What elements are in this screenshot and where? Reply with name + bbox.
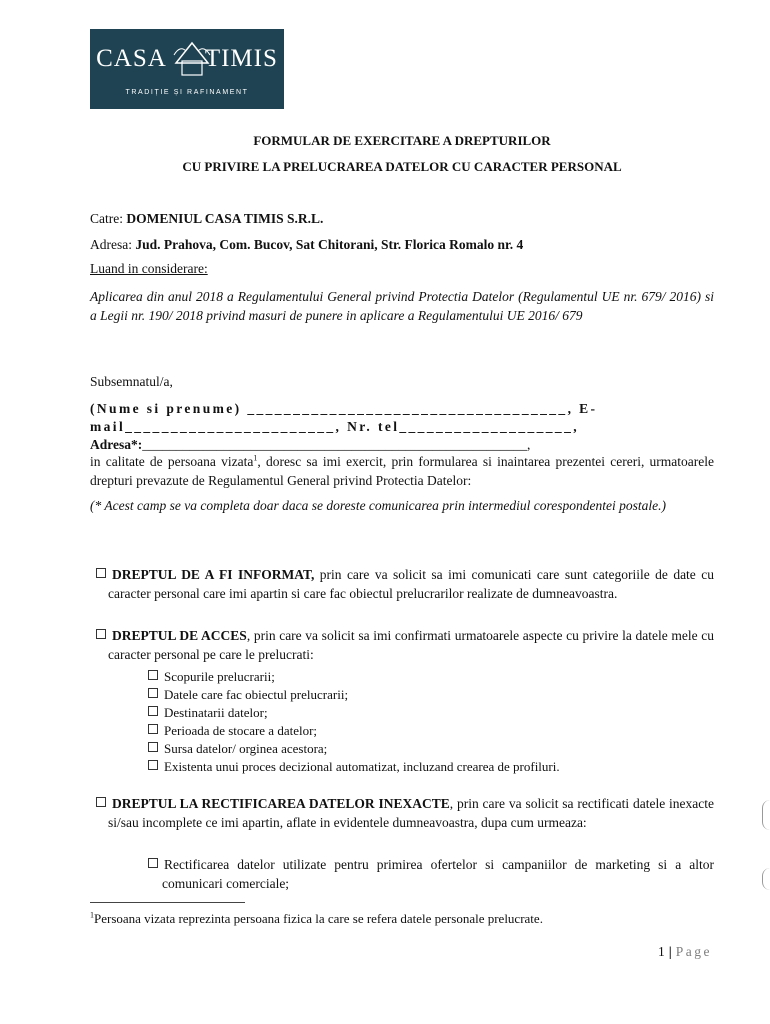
adresa-value: Jud. Prahova, Com. Bucov, Sat Chitorani, Str. Florica Romalo nr. 4 <box>135 237 524 252</box>
logo-brand <box>90 45 284 73</box>
considering-text: Aplicarea din anul 2018 a Regulamentului General privind Protectia Datelor (Regulamentul UE nr. 679/ 2016) si a Legii nr. 190/ 2018 privind masuri de punere in aplicare a Regulamentului UE 2016/ 679 <box>90 289 714 323</box>
footnote-reference: 1 <box>253 453 258 463</box>
access-sub-item-label: Scopurile prelucrarii; <box>164 669 275 684</box>
access-sub-list <box>148 668 714 776</box>
address-line <box>90 235 714 254</box>
right-access-title: DREPTUL DE ACCES <box>112 628 247 643</box>
access-sub-item[interactable] <box>148 668 714 686</box>
right-rectification-item[interactable] <box>96 794 714 832</box>
right-informed-item[interactable] <box>96 565 714 603</box>
right-rectification-title: DREPTUL LA RECTIFICAREA DATELOR INEXACTE <box>112 796 450 811</box>
access-sub-item-label: Destinatarii datelor; <box>164 705 268 720</box>
access-sub-item-label: Datele care fac obiectul prelucrarii; <box>164 687 349 702</box>
checkbox-icon[interactable] <box>148 688 158 698</box>
form-title-line-2: CU PRIVIRE LA PRELUCRAREA DATELOR CU CARACTER PERSONAL <box>182 159 622 174</box>
access-sub-item[interactable] <box>148 758 714 776</box>
checkbox-icon[interactable] <box>148 858 158 868</box>
access-sub-item-label: Perioada de stocare a datelor; <box>164 723 318 738</box>
postal-note: (* Acest camp se va completa doar daca se doreste comunicarea prin intermediul corespondentei postale.) <box>90 498 666 513</box>
checkbox-icon[interactable] <box>96 797 106 807</box>
right-access-text: , prin care va solicit sa imi confirmati urmatoarele aspecte cu privire la datele mele cu caracter personal pe care le prelucrati: <box>108 628 714 662</box>
access-sub-item[interactable] <box>148 704 714 722</box>
margin-mark <box>762 868 770 890</box>
rectification-sub-item-label: Rectificarea datelor utilizate pentru primirea ofertelor si campaniilor de marketing si a altor comunicari comerciale; <box>162 857 714 891</box>
checkbox-icon[interactable] <box>96 629 106 639</box>
undersigned-body-part-1: in calitate de persoana vizata <box>90 454 254 469</box>
access-sub-item-label: Sursa datelor/ orginea acestora; <box>164 741 328 756</box>
rectification-sub-item[interactable] <box>148 855 714 893</box>
footnote-number: 1 <box>90 910 94 920</box>
access-sub-item[interactable] <box>148 740 714 758</box>
adresa-label: Adresa: <box>90 237 132 252</box>
right-rectification-text: , prin care va solicit sa rectificati datele inexacte si/sau incomplete ce imi apartin, aflate in evidentele dumneavoastra, dupa cum urmeaza: <box>108 796 714 830</box>
undersigned-body-part-2: , doresc sa imi exercit, prin formularea si inaintarea prezentei cereri, urmatoarele drepturi prevazute de Regulamentul General privind Protectia Datelor: <box>90 454 715 488</box>
right-informed-text: prin care va solicit sa imi comunicati care sunt categoriile de date cu caracter personal care imi apartin si care fac obiectul prelucrarilor realizate de dumneavoastra. <box>108 567 714 601</box>
checkbox-icon[interactable] <box>148 724 158 734</box>
access-sub-item-label: Existenta unui proces decizional automatizat, incluzand crearea de profiluri. <box>164 759 560 774</box>
undersigned-body <box>90 452 714 490</box>
margin-mark <box>762 800 770 830</box>
checkbox-icon[interactable] <box>148 742 158 752</box>
address-field-blank[interactable]: _________________________________________________________, <box>142 437 531 452</box>
page-number <box>658 944 712 960</box>
access-sub-item[interactable] <box>148 722 714 740</box>
footnote-divider <box>90 902 245 903</box>
address-field-label: Adresa*: <box>90 437 143 452</box>
email-phone-field-line[interactable]: mail_______________________, Nr. tel___________________, <box>90 419 580 434</box>
company-logo <box>90 29 284 109</box>
logo-brand-right: TIMIS <box>204 45 278 72</box>
name-field-line[interactable]: (Nume si prenume) ___________________________________, E- <box>90 401 598 416</box>
footnote <box>90 911 714 927</box>
checkbox-icon[interactable] <box>148 760 158 770</box>
right-access-item[interactable] <box>96 626 714 664</box>
page-word: Page <box>675 944 712 959</box>
footnote-text: Persoana vizata reprezinta persoana fizica la care se refera datele personale prelucrate. <box>94 911 543 926</box>
recipient-line <box>90 209 714 228</box>
checkbox-icon[interactable] <box>96 568 106 578</box>
undersigned-intro: Subsemnatul/a, <box>90 374 173 389</box>
logo-tagline: TRADIȚIE ȘI RAFINAMENT <box>125 89 249 96</box>
form-title-line-1: FORMULAR DE EXERCITARE A DREPTURILOR <box>253 133 551 148</box>
checkbox-icon[interactable] <box>148 706 158 716</box>
rectification-sub-list <box>148 855 714 893</box>
page-number-separator: | <box>668 944 672 959</box>
catre-label: Catre: <box>90 211 123 226</box>
catre-value: DOMENIUL CASA TIMIS S.R.L. <box>126 211 324 226</box>
considering-heading: Luand in considerare: <box>90 261 208 276</box>
logo-brand-left: CASA <box>96 45 167 72</box>
page-number-value: 1 <box>658 944 665 959</box>
checkbox-icon[interactable] <box>148 670 158 680</box>
right-informed-title: DREPTUL DE A FI INFORMAT, <box>112 567 315 582</box>
access-sub-item[interactable] <box>148 686 714 704</box>
